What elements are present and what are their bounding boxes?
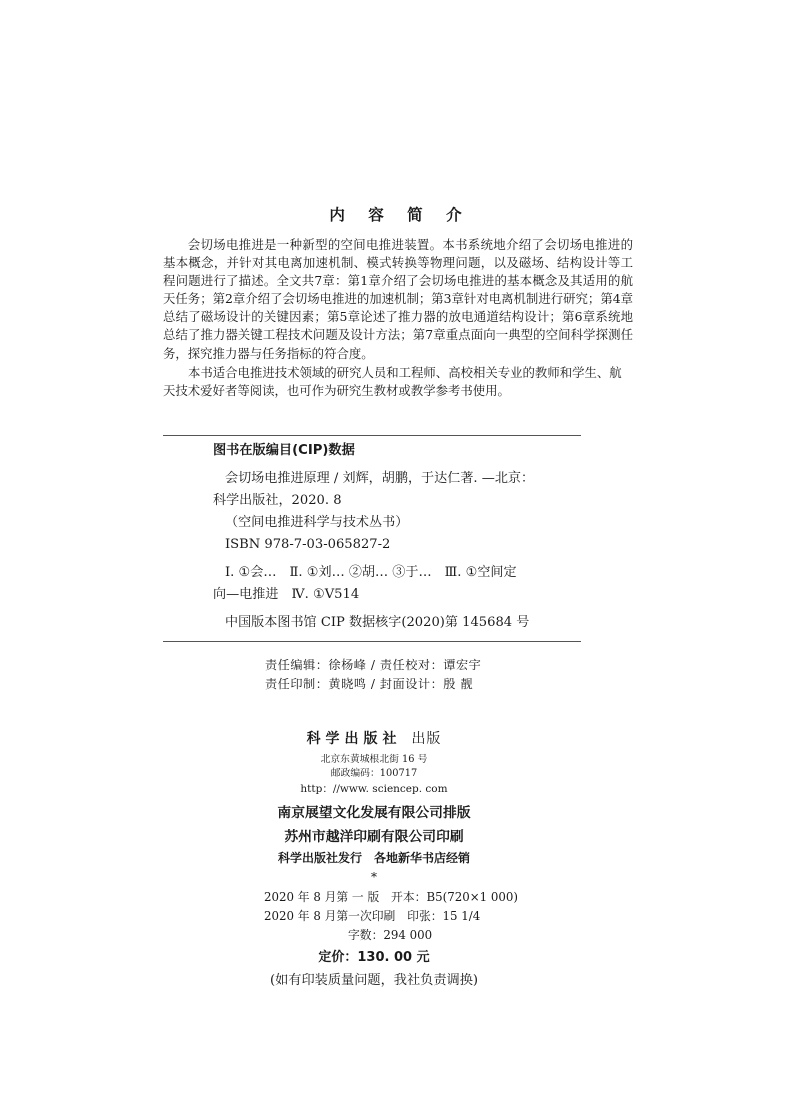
cip-line-1: 会切场电推进原理 / 刘辉，胡鹏，于达仁著. —北京： <box>225 471 535 486</box>
staff-line-2: 责任印制：黄晓鸣 / 封面设计：殷 靓 <box>265 677 474 691</box>
edition-line-3: 字数：294 000 <box>348 928 433 942</box>
publisher-line <box>160 728 588 748</box>
page-title: 内 容 简 介 <box>329 205 471 224</box>
intro-paragraph-2-line-2: 天技术爱好者等阅读，也可作为研究生教材或教学参考书使用。 <box>163 383 510 398</box>
quality-note: (如有印装质量问题，我社负责调换) <box>269 973 479 988</box>
publisher-url: http：//www. sciencep. com <box>300 783 448 795</box>
cip-line-5: Ⅰ. ①会… Ⅱ. ①刘… ②胡… ③于… Ⅲ. ①空间定 <box>225 565 517 580</box>
staff-credits <box>265 656 481 694</box>
publisher-name: 科学出版社 <box>306 731 402 747</box>
cip-line-7: 中国版本图书馆 CIP 数据核字(2020)第 145684 号 <box>225 615 530 630</box>
intro-paragraph-2-line-1: 本书适合电推进技术领域的研究人员和工程师、高校相关专业的教师和学生、航 <box>188 365 622 380</box>
cip-line-4: ISBN 978-7-03-065827-2 <box>225 537 391 552</box>
printer-line: 苏州市越洋印刷有限公司印刷 <box>284 829 464 845</box>
publisher-address: 北京东黄城根北街 16 号 <box>320 754 428 765</box>
cip-line-3: （空间电推进科学与技术丛书） <box>225 515 409 530</box>
intro-section <box>163 236 633 363</box>
publisher-suffix: 出版 <box>411 731 442 747</box>
distribution-line: 科学出版社发行 各地新华书店经销 <box>277 851 470 865</box>
cip-line-2: 科学出版社，2020. 8 <box>213 493 342 508</box>
separator-star: * <box>371 870 377 884</box>
edition-line-1: 2020 年 8 月第 一 版 开本：B5(720×1 000) <box>264 890 519 904</box>
cip-line-6: 向—电推进 Ⅳ. ①V514 <box>213 587 360 602</box>
edition-line-2: 2020 年 8 月第一次印刷 印张：15 1/4 <box>264 909 481 923</box>
cip-top-divider <box>163 435 581 436</box>
cip-block <box>213 440 534 634</box>
cip-bottom-divider <box>163 641 581 642</box>
cip-heading: 图书在版编目(CIP)数据 <box>213 443 355 458</box>
intro-paragraph-1: 会切场电推进是一种新型的空间电推进装置。本书系统地介绍了会切场电推进的基本概念，并针对其电离加速机制、模式转换等物理问题，以及磁场、结构设计等工程问题进行了描述。全文共7章：第1章介绍了会切场电推进的基本概念及其适用的航天任务；第2章介绍了会切场电推进的加速机制；第3章针对电离机制进行研究；第4章总结了磁场设计的关键因素；第5章论述了推力器的放电通道结构设计；第6章系统地总结了推力器关键工程技术问题及设计方法；第7章重点面向一典型的空间科学探测任务，探究推力器与任务指标的符合度。 <box>163 237 633 361</box>
edition-info <box>264 888 518 945</box>
price: 定价：130. 00 元 <box>318 950 430 965</box>
typesetter-line: 南京展望文化发展有限公司排版 <box>277 805 471 821</box>
publisher-postcode: 邮政编码：100717 <box>330 768 418 779</box>
staff-line-1: 责任编辑：徐杨峰 / 责任校对：谭宏宇 <box>265 658 482 672</box>
